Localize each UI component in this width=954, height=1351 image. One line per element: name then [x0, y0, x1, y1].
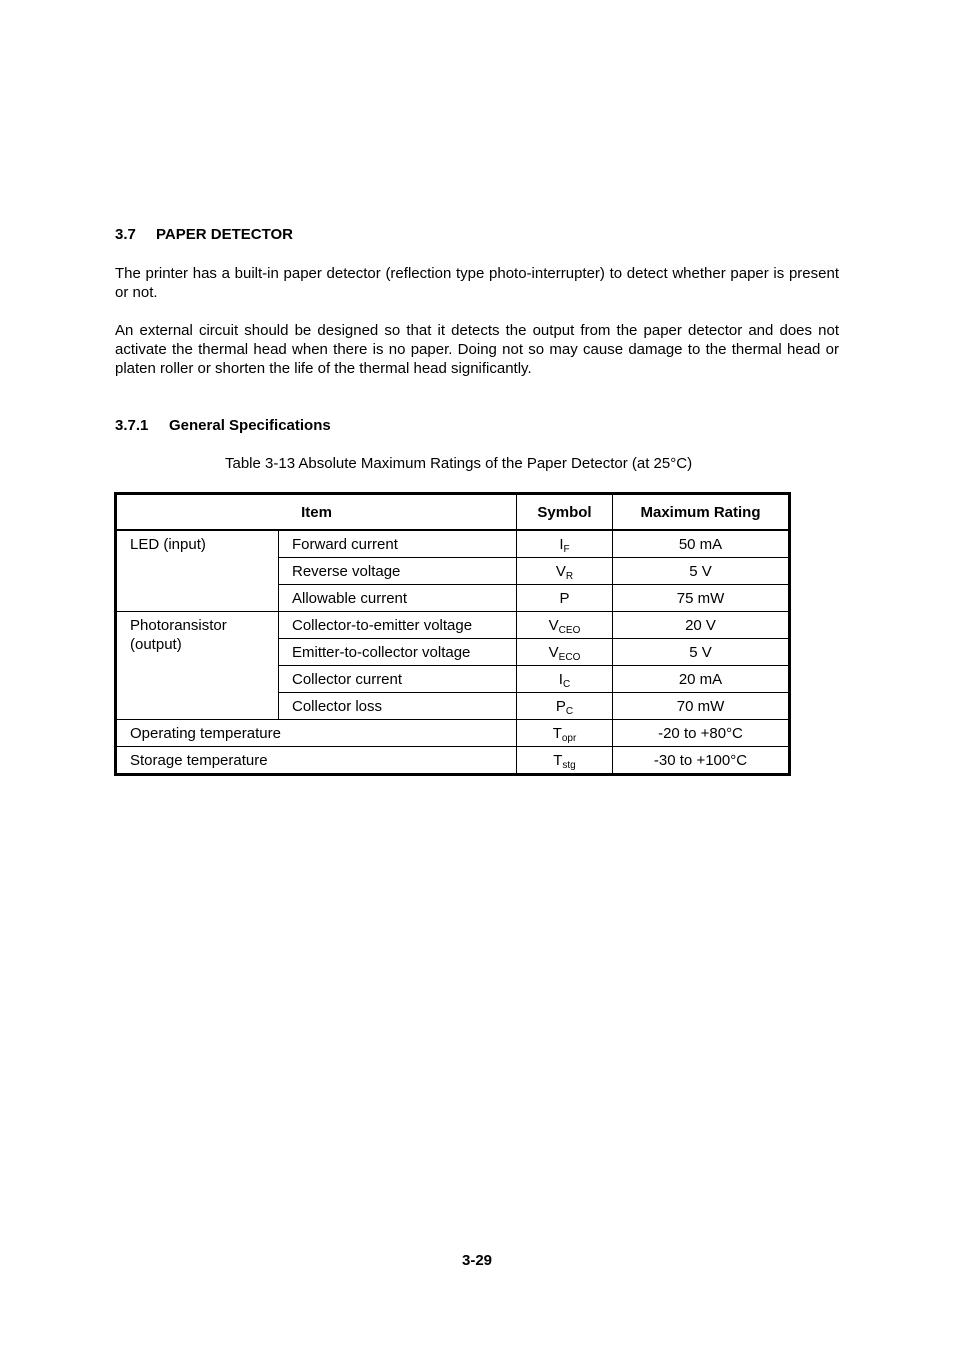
section-title: PAPER DETECTOR: [156, 226, 293, 243]
row-rating: 50 mA: [613, 530, 790, 558]
page-number: 3-29: [461, 1252, 493, 1269]
header-rating: Maximum Rating: [613, 494, 790, 531]
table-row: [116, 612, 790, 639]
subsection-title: General Specifications: [169, 417, 331, 434]
ratings-table: [114, 492, 791, 776]
row-symbol: $P_C$: [517, 693, 613, 720]
header-item: Item: [116, 494, 517, 531]
table-header-row: [116, 494, 790, 531]
section-heading: [115, 226, 293, 243]
group-led: LED (input): [116, 530, 279, 612]
row-rating: 5 V: [613, 639, 790, 666]
table-caption: Table 3-13 Absolute Maximum Ratings of the Paper Detector (at 25°C): [225, 455, 693, 472]
row-item: Allowable current: [279, 585, 517, 612]
table-row: [116, 720, 790, 747]
row-symbol: $T_{stg}$: [517, 747, 613, 775]
row-item: Operating temperature: [116, 720, 517, 747]
row-symbol: $I_F$: [517, 530, 613, 558]
row-rating: -30 to +100°C: [613, 747, 790, 775]
table-row: [116, 530, 790, 558]
row-rating: -20 to +80°C: [613, 720, 790, 747]
row-item: Collector loss: [279, 693, 517, 720]
row-symbol: P: [517, 585, 613, 612]
group-phototransistor: Photoransistor (output): [116, 612, 279, 720]
paragraph-intro: The printer has a built-in paper detector (reflection type photo-interrupter) to detect whether paper is present or not.: [115, 265, 839, 301]
row-symbol: $V_{CEO}$: [517, 612, 613, 639]
row-rating: 5 V: [613, 558, 790, 585]
row-item: Collector-to-emitter voltage: [279, 612, 517, 639]
row-symbol: $T_{opr}$: [517, 720, 613, 747]
row-symbol: $I_C$: [517, 666, 613, 693]
row-rating: 75 mW: [613, 585, 790, 612]
section-number: 3.7: [115, 226, 136, 243]
row-item: Storage temperature: [116, 747, 517, 775]
row-item: Collector current: [279, 666, 517, 693]
row-item: Forward current: [279, 530, 517, 558]
row-item: Emitter-to-collector voltage: [279, 639, 517, 666]
subsection-number: 3.7.1: [115, 417, 149, 434]
subsection-heading: [115, 417, 331, 434]
row-rating: 20 V: [613, 612, 790, 639]
table-row: [116, 747, 790, 775]
row-item: Reverse voltage: [279, 558, 517, 585]
paragraph-circuit: An external circuit should be designed so that it detects the output from the paper detector and does not activate the thermal head when there is no paper. Doing not so may cause damage to the thermal head or platen roller or shorten the life of the thermal head significantly.: [115, 322, 839, 377]
row-rating: 20 mA: [613, 666, 790, 693]
row-rating: 70 mW: [613, 693, 790, 720]
header-symbol: Symbol: [517, 494, 613, 531]
row-symbol: $V_{ECO}$: [517, 639, 613, 666]
row-symbol: $V_R$: [517, 558, 613, 585]
